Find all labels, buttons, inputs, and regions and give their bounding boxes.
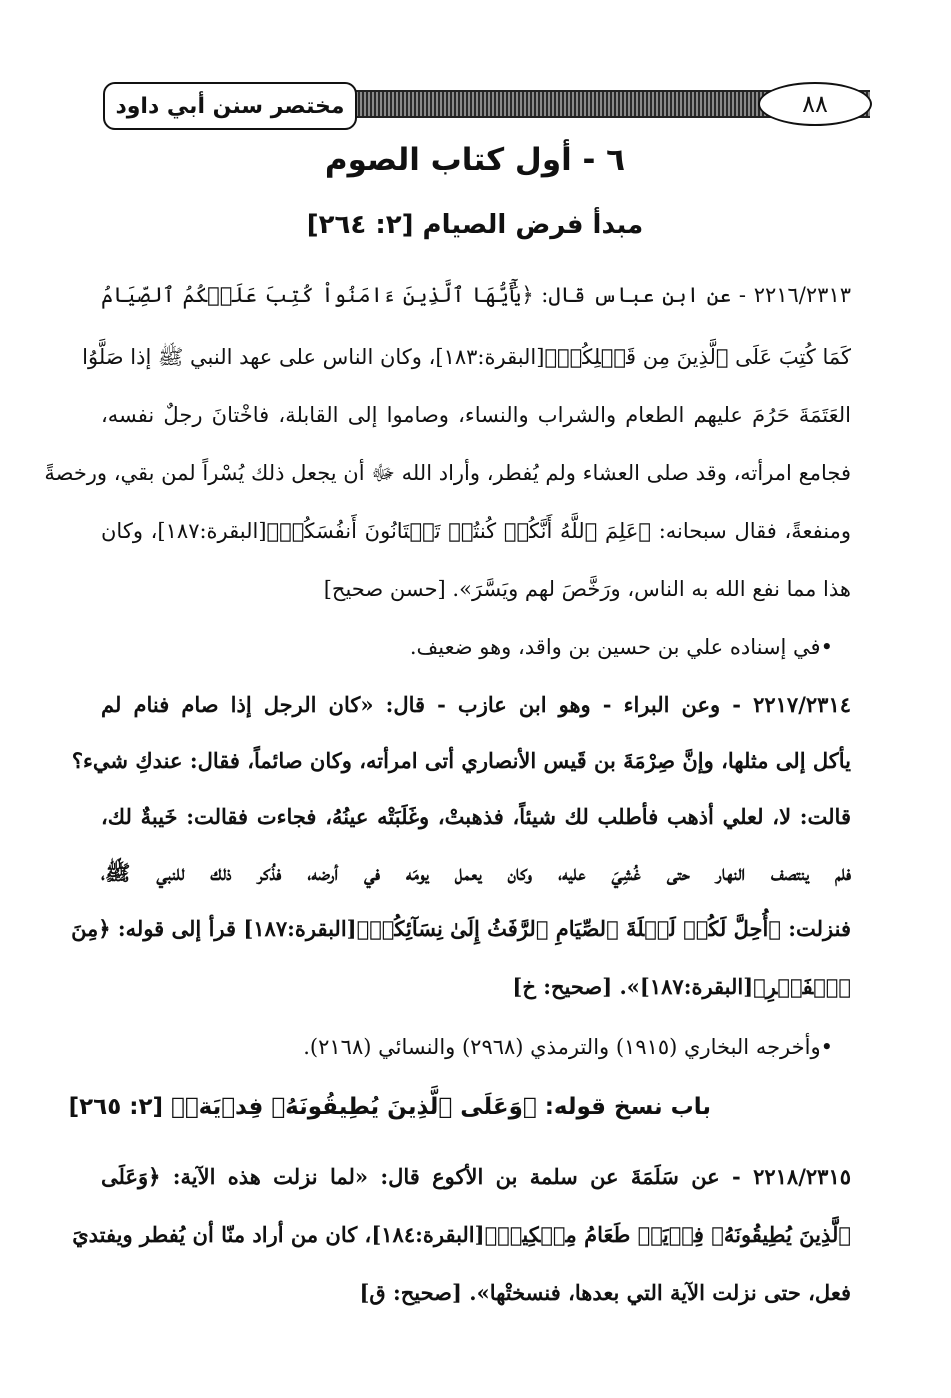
hadith-line: ٢٢١٨/٢٣١٥ - عن سَلَمَةَ عن سلمة بن الأكوع قال: «لما نزلت هذه الآية: ﴿وَعَلَى [101, 1164, 851, 1189]
hadith-line: فلم ينتصف النهار حتى غُشِيَ عليه، وكان يعمل يومَه في أرضه، فذُكر ذلك للنبي ﷺ، [101, 860, 851, 885]
footnote-line: • وأخرجه البخاري (١٩١٥) والترمذي (٢٩٦٨) والنسائي (٢١٦٨). [113, 1030, 833, 1064]
hadith-line: فجامع امرأته، وقد صلى العشاء ولم يُفطر، وأراد الله ﷻ أن يجعل ذلك يُسْراً لمن بقي، ورخصةً [44, 461, 851, 485]
hadith-line: ٱلَّذِينَ يُطِيقُونَهُۥ فِدۡيَةٞ طَعَامُ مِسۡكِينٖ﴾[البقرة:١٨٤]، كان من أراد منّا أن يُفطر ويفتديَ [72, 1222, 851, 1247]
book-title: مختصر سنن أبي داود [103, 82, 357, 130]
hadith-line: فعل، حتى نزلت الآية التي بعدها، فنسختْها». [صحيح: ق] [359, 1280, 851, 1305]
footnote-line: • في إسناده علي بن حسين بن واقد، وهو ضعيف. [113, 630, 833, 664]
hadith-line: العَتَمَةَ حَرُمَ عليهم الطعام والشراب والنساء، وصاموا إلى القابلة، فاخْتانَ رجلٌ نفسه، [101, 403, 851, 427]
hadith-line: ٢٢١٦/٢٣١٣ - عن ابن عباس قال: ﴿يَٰٓأَيُّهَا ٱلَّذِينَ ءَامَنُواْ كُتِبَ عَلَيۡكُمُ ٱلصِّيَامُ [101, 283, 851, 307]
hadith-line: ومنفعةً، فقال سبحانه: ﴿عَلِمَ ٱللَّهُ أَنَّكُمۡ كُنتُمۡ تَخۡتَانُونَ أَنفُسَكُمۡ﴾[البقرة:١٨٧]، وكان [101, 519, 851, 543]
hadith-line: قالت: لا، لعلي أذهب فأطلب لك شيئاً، فذهبتْ، وغَلَبَتْه عينُهُ، فجاءت فقالت: خَيبةٌ لك، [101, 804, 851, 829]
hadith-line: فنزلت: ﴿أُحِلَّ لَكُمۡ لَيۡلَةَ ٱلصِّيَامِ ٱلرَّفَثُ إِلَىٰ نِسَآئِكُمۡ﴾[البقرة:١٨٧] قرأ إلى قوله: ﴿مِنَ [71, 916, 851, 941]
page-number: ٨٨ [758, 82, 872, 126]
hadith-line: كَمَا كُتِبَ عَلَى ٱلَّذِينَ مِن قَبۡلِكُمۡ﴾[البقرة:١٨٣]، وكان الناس على عهد النبي ﷺ إذا صَلَّوُا [82, 345, 851, 369]
book-heading: ٦ - أول كتاب الصوم [324, 142, 626, 178]
chapter-heading: مبدأ فرض الصيام [٢: ٢٦٤] [306, 210, 644, 240]
hadith-line: هذا مما نفع الله به الناس، ورَخَّصَ لهم ويَسَّرَ». [حسن صحيح] [323, 577, 851, 601]
section-heading: باب نسخ قوله: ﴿وَعَلَى ٱلَّذِينَ يُطِيقُونَهُۥ فِدۡيَةٞ﴾ [٢: ٢٦٥] [68, 1094, 711, 1120]
hadith-line: يأكل إلى مثلها، وإنَّ صِرْمَةَ بن قَيس الأنصاري أتى امرأته، وكان صائماً، فقال: عندكِ شيء؟ [71, 748, 851, 773]
hadith-line: ٢٢١٧/٢٣١٤ - وعن البراء - وهو ابن عازب - قال: «كان الرجل إذا صام فنام لم [101, 692, 851, 717]
hadith-line: ٱلۡفَجۡرِ﴾[البقرة:١٨٧]». [صحيح: خ] [512, 974, 851, 999]
